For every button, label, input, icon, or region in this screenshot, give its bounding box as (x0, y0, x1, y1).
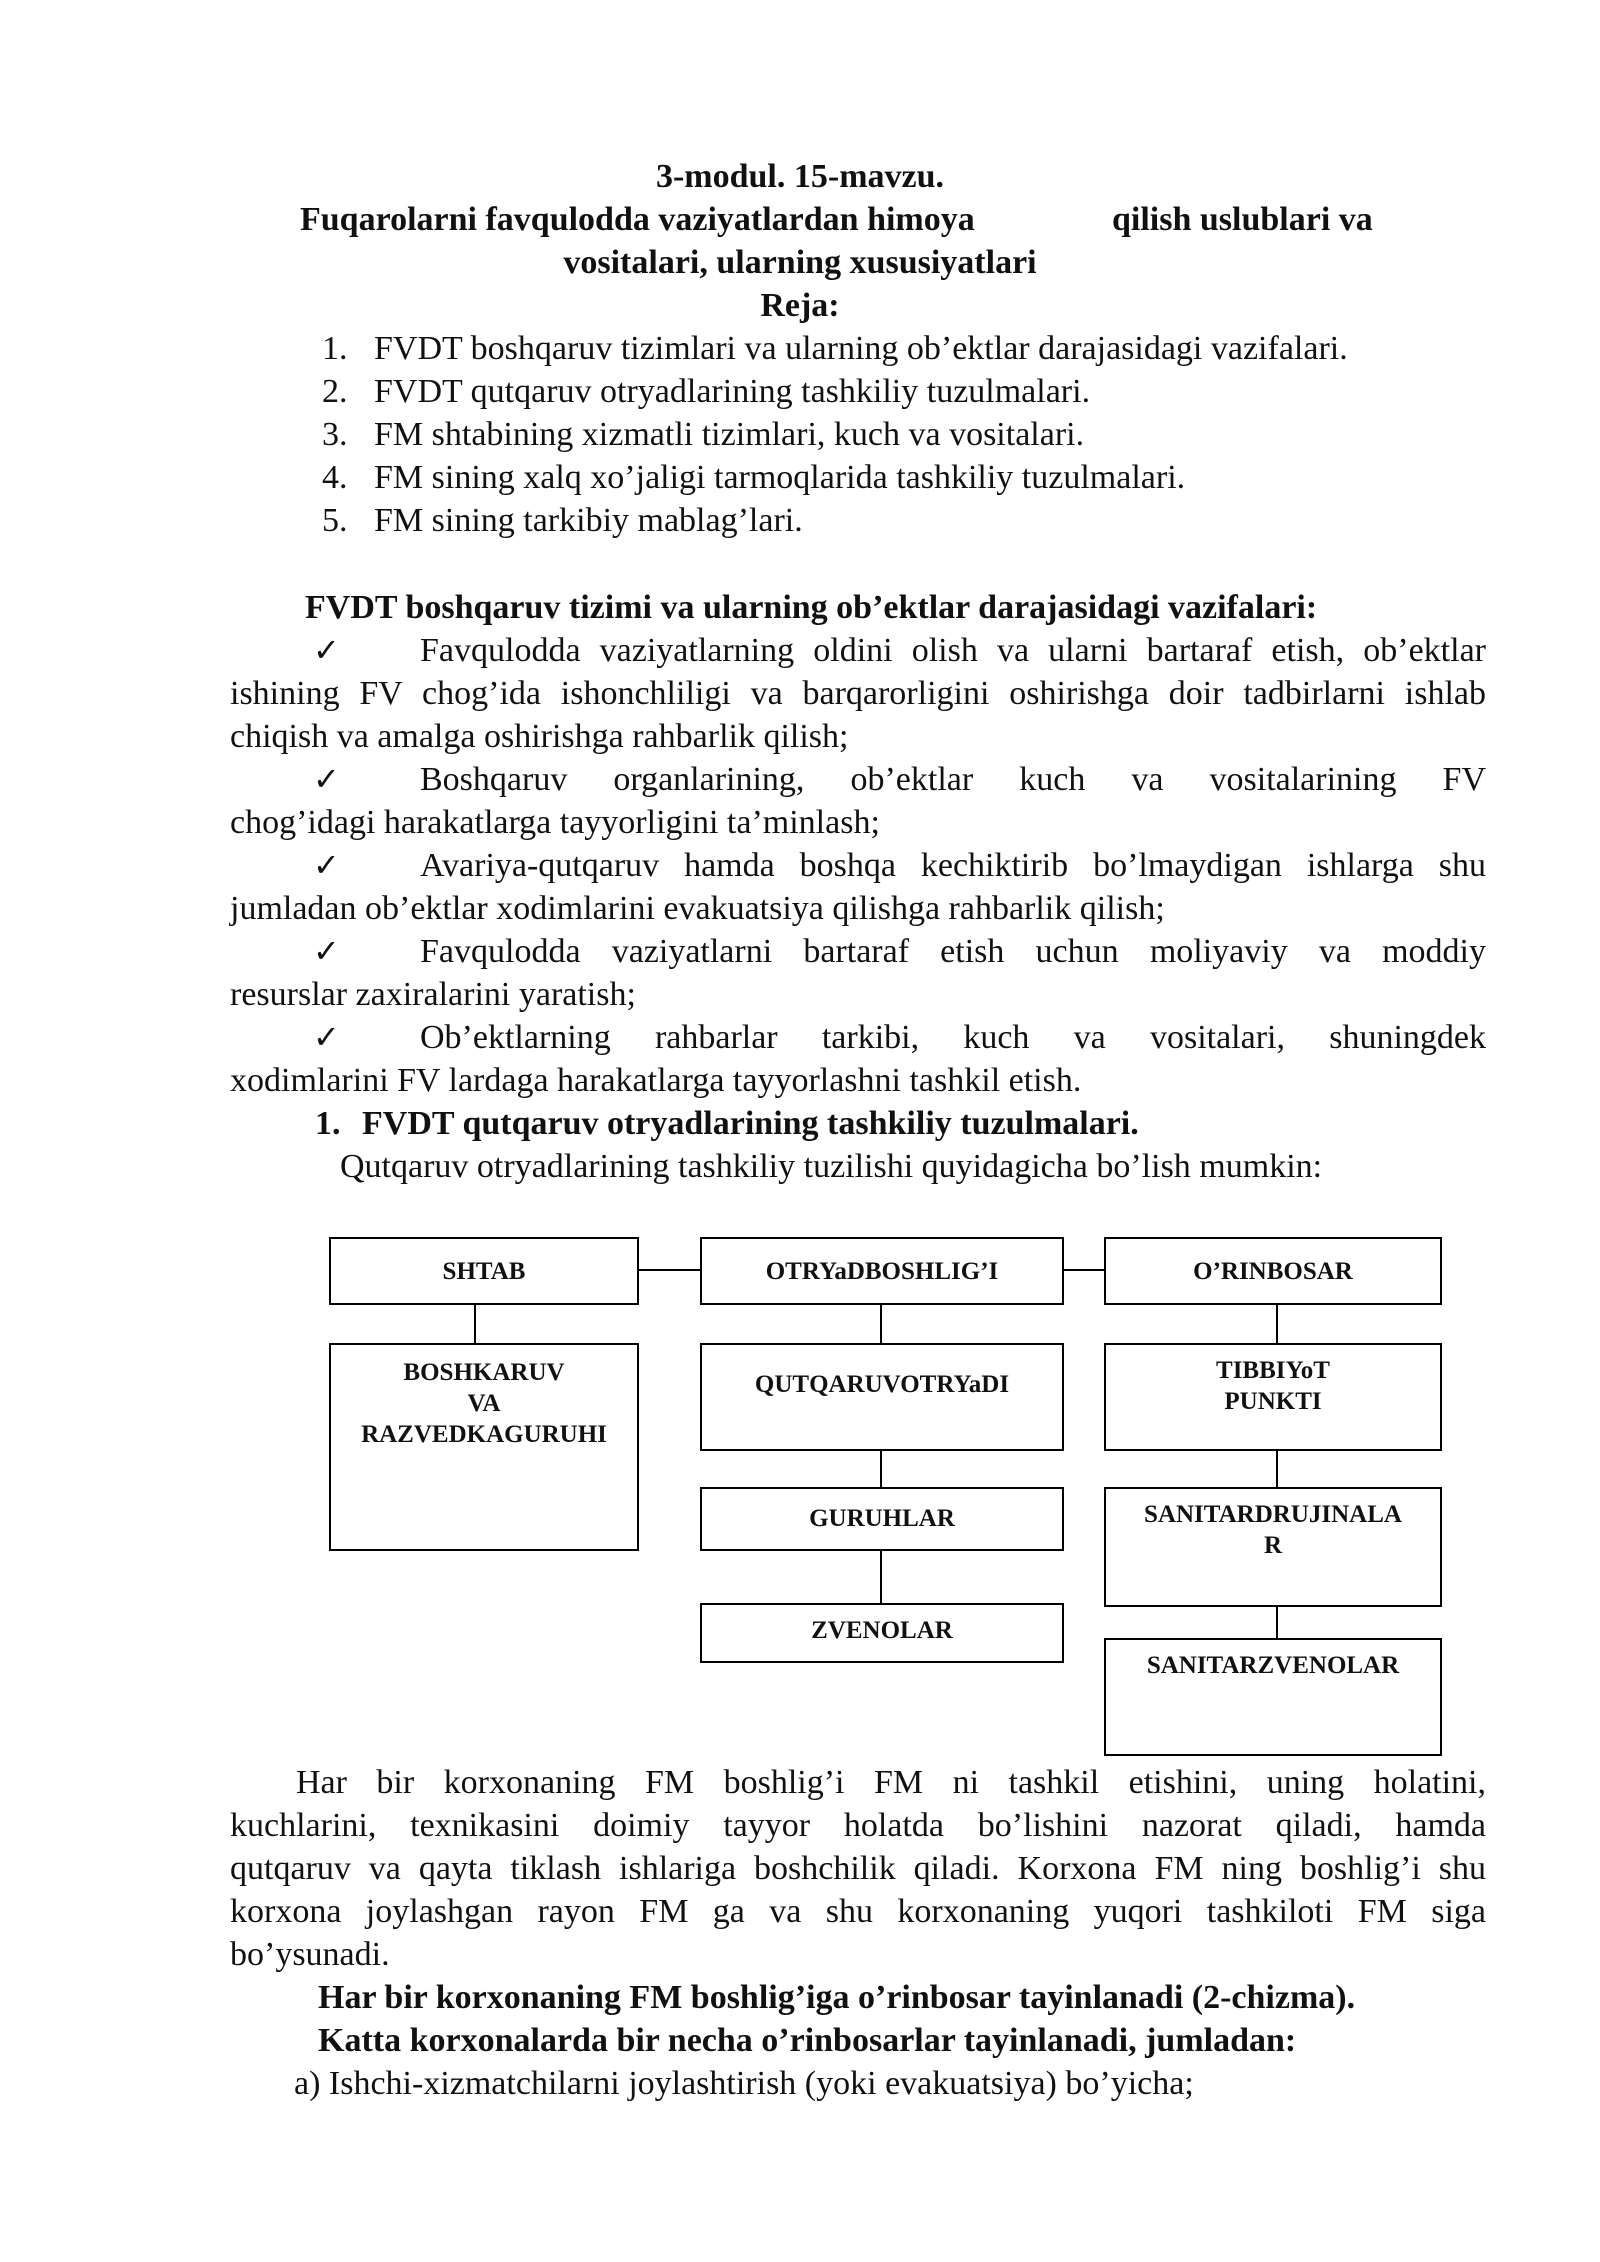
box-boshkaruv: BOSHKARUV VA RAZVEDKAGURUHI (329, 1343, 639, 1551)
plan-item-5: FM sining tarkibiy mablag’lari. (374, 502, 803, 539)
box-otryad-boshligi: OTRYaDBOSHLIG’I (700, 1237, 1064, 1305)
connector-tibbiyot-down (1276, 1449, 1278, 1489)
plan-num-2: 2. (322, 373, 348, 410)
bullet2-line2: chog’idagi harakatlarga tayyorligini ta’minlash; (230, 804, 880, 841)
box-sanitar-zvenolar: SANITARZVENOLAR (1104, 1638, 1442, 1756)
section2-heading: FVDT qutqaruv otryadlarining tashkiliy tuzulmalari. (362, 1105, 1139, 1142)
section1-heading: FVDT boshqaruv tizimi va ularning ob’ektlar darajasidagi vazifalari: (305, 589, 1318, 626)
bullet2-line1: Boshqaruv organlarining, ob’ektlar kuch va vositalarining FV (420, 761, 1486, 798)
title-line1-part1: Fuqarolarni favqulodda vaziyatlardan himoya (300, 201, 975, 238)
connector-otryad-down (880, 1303, 882, 1345)
section2-intro: Qutqaruv otryadlarining tashkiliy tuzilishi quyidagicha bo’lish mumkin: (340, 1148, 1323, 1185)
connector-sanitar-down (1276, 1605, 1278, 1640)
plan-heading: Reja: (760, 287, 840, 324)
paragraph-line4: korxona joylashgan rayon FM ga va shu korxonaning yuqori tashkiloti FM siga (230, 1893, 1486, 1930)
connector-shtab-otryad (637, 1269, 701, 1271)
check-icon: ✓ (313, 932, 340, 970)
plan-num-1: 1. (322, 330, 348, 367)
connector-shtab-down (474, 1303, 476, 1345)
plan-num-3: 3. (322, 416, 348, 453)
title-line2: vositalari, ularning xususiyatlari (563, 244, 1037, 281)
paragraph-line1: Har bir korxonaning FM boshlig’i FM ni tashkil etishini, uning holatini, (296, 1764, 1486, 1801)
connector-qutqaruv-down (880, 1449, 882, 1489)
box-qutqaruv-otryadi: QUTQARUVOTRYaDI (700, 1343, 1064, 1451)
check-icon: ✓ (313, 846, 340, 884)
bullet1-line3: chiqish va amalga oshirishga rahbarlik qilish; (230, 718, 849, 755)
box-orinbosar: O’RINBOSAR (1104, 1237, 1442, 1305)
connector-orinbosar-down (1276, 1303, 1278, 1345)
check-icon: ✓ (313, 1018, 340, 1056)
bullet5-line1: Ob’ektlarning rahbarlar tarkibi, kuch va vositalari, shuningdek (420, 1019, 1486, 1056)
box-shtab: SHTAB (329, 1237, 639, 1305)
paragraph-line3: qutqaruv va qayta tiklash ishlariga boshchilik qiladi. Korxona FM ning boshlig’i shu (230, 1850, 1486, 1887)
connector-otryad-orinbosar (1062, 1269, 1106, 1271)
bold-line1: Har bir korxonaning FM boshlig’iga o’rinbosar tayinlanadi (2-chizma). (318, 1979, 1356, 2016)
box-tibbiyot-punkti: TIBBIYoT PUNKTI (1104, 1343, 1442, 1451)
last-line: a) Ishchi-xizmatchilarni joylashtirish (yoki evakuatsiya) bo’yicha; (294, 2065, 1194, 2102)
check-icon: ✓ (313, 631, 340, 669)
box-zvenolar: ZVENOLAR (700, 1603, 1064, 1663)
bullet4-line1: Favqulodda vaziyatlarni bartaraf etish uchun moliyaviy va moddiy (420, 933, 1486, 970)
plan-item-2: FVDT qutqaruv otryadlarining tashkiliy tuzulmalari. (374, 373, 1091, 410)
bullet1-line2: ishining FV chog’ida ishonchliligi va barqarorligini oshirishga doir tadbirlarni ishlab (230, 675, 1486, 712)
connector-guruhlar-down (880, 1549, 882, 1605)
check-icon: ✓ (313, 760, 340, 798)
plan-item-4: FM sining xalq xo’jaligi tarmoqlarida tashkiliy tuzulmalari. (374, 459, 1186, 496)
box-guruhlar: GURUHLAR (700, 1487, 1064, 1551)
bullet3-line2: jumladan ob’ektlar xodimlarini evakuatsiya qilishga rahbarlik qilish; (230, 890, 1165, 927)
bullet3-line1: Avariya-qutqaruv hamda boshqa kechiktirib bo’lmaydigan ishlarga shu (420, 847, 1486, 884)
plan-item-3: FM shtabining xizmatli tizimlari, kuch va vositalari. (374, 416, 1085, 453)
title-line1-part2: qilish uslublari va (1112, 201, 1373, 238)
bullet5-line2: xodimlarini FV lardaga harakatlarga tayyorlashni tashkil etish. (230, 1062, 1082, 1099)
bullet1-line1: Favqulodda vaziyatlarning oldini olish va ularni bartaraf etish, ob’ektlar (420, 632, 1486, 669)
bold-line2: Katta korxonalarda bir necha o’rinbosarlar tayinlanadi, jumladan: (318, 2022, 1297, 2059)
plan-item-1: FVDT boshqaruv tizimlari va ularning ob’ektlar darajasidagi vazifalari. (374, 330, 1348, 367)
paragraph-line5: bo’ysunadi. (230, 1936, 390, 1973)
plan-num-5: 5. (322, 502, 348, 539)
plan-num-4: 4. (322, 459, 348, 496)
box-sanitar-drujinalar: SANITARDRUJINALA R (1104, 1487, 1442, 1607)
module-line: 3-modul. 15-mavzu. (655, 158, 945, 195)
section2-num: 1. (315, 1105, 341, 1142)
paragraph-line2: kuchlarini, texnikasini doimiy tayyor holatda bo’lishini nazorat qiladi, hamda (230, 1807, 1486, 1844)
bullet4-line2: resurslar zaxiralarini yaratish; (230, 976, 636, 1013)
